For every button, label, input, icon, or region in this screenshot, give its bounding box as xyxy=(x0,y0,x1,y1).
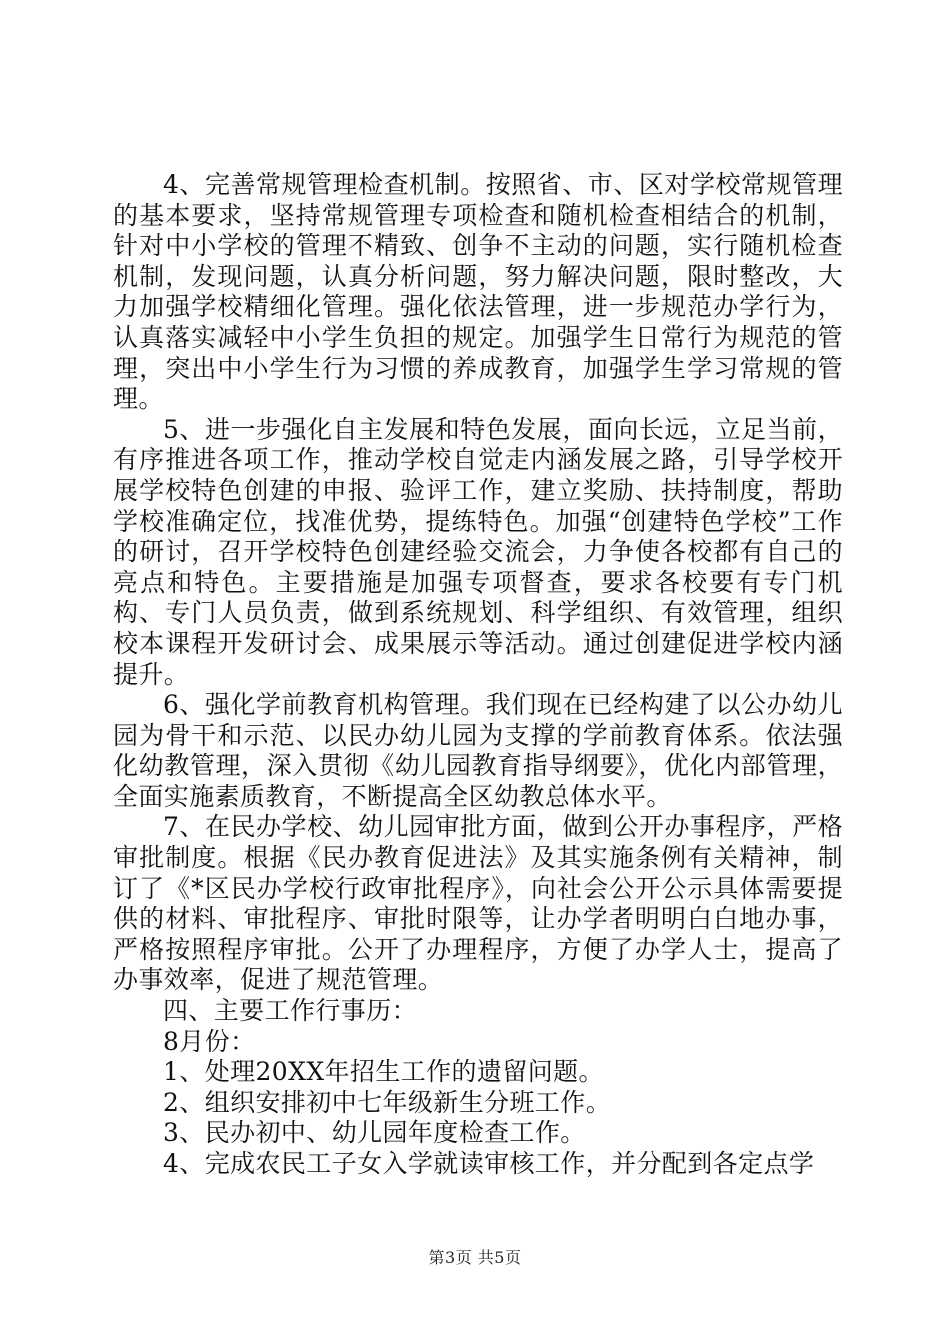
schedule-item-3: 3、民办初中、幼儿园年度检查工作。 xyxy=(163,1118,586,1148)
section-heading: 四、主要工作行事历： xyxy=(163,996,418,1026)
paragraph-item-7: 7、在民办学校、幼儿园审批方面，做到公开办事程序，严格审批制度。根据《民办教育促进法》及其实施条例有关精神，制订了《*区民办学校行政审批程序》，向社会公开公示具体需要提供的材料、审批程序、审批时限等，让办学者明明白白地办事，严格按照程序审批。公开了办理程序，方便了办学人士，提高了办事效率，促进了规范管理。 xyxy=(113,812,843,995)
paragraph-item-6: 6、强化学前教育机构管理。我们现在已经构建了以公办幼儿园为骨干和示范、以民办幼儿园为支撑的学前教育体系。依法强化幼教管理，深入贯彻《幼儿园教育指导纲要》，优化内部管理，全面实施素质教育，不断提高全区幼教总体水平。 xyxy=(113,690,843,811)
page-footer: 第3页 共5页 xyxy=(428,1248,522,1267)
paragraph-item-5: 5、进一步强化自主发展和特色发展，面向长远，立足当前，有序推进各项工作，推动学校自觉走内涵发展之路，引导学校开展学校特色创建的申报、验评工作，建立奖励、扶持制度，帮助学校准确定位，找准优势，提练特色。加强“创建特色学校”工作的研讨，召开学校特色创建经验交流会，力争使各校都有自己的亮点和特色。主要措施是加强专项督查，要求各校要有专门机构、专门人员负责，做到系统规划、科学组织、有效管理，组织校本课程开发研讨会、成果展示等活动。通过创建促进学校内涵提升。 xyxy=(113,414,843,689)
month-heading: 8月份： xyxy=(163,1026,256,1056)
paragraph-item-4: 4、完善常规管理检查机制。按照省、市、区对学校常规管理的基本要求，坚持常规管理专项检查和随机检查相结合的机制，针对中小学校的管理不精致、创争不主动的问题，实行随机检查机制，发现问题，认真分析问题，努力解决问题，限时整改，大力加强学校精细化管理。强化依法管理，进一步规范办学行为，认真落实减轻中小学生负担的规定。加强学生日常行为规范的管理，突出中小学生行为习惯的养成教育，加强学生学习常规的管理。 xyxy=(113,170,843,414)
schedule-item-1: 1、处理20XX年招生工作的遗留问题。 xyxy=(163,1057,604,1087)
schedule-item-2: 2、组织安排初中七年级新生分班工作。 xyxy=(163,1087,612,1117)
document-body xyxy=(113,170,843,1180)
schedule-item-4: 4、完成农民工子女入学就读审核工作，并分配到各定点学 xyxy=(163,1149,815,1178)
